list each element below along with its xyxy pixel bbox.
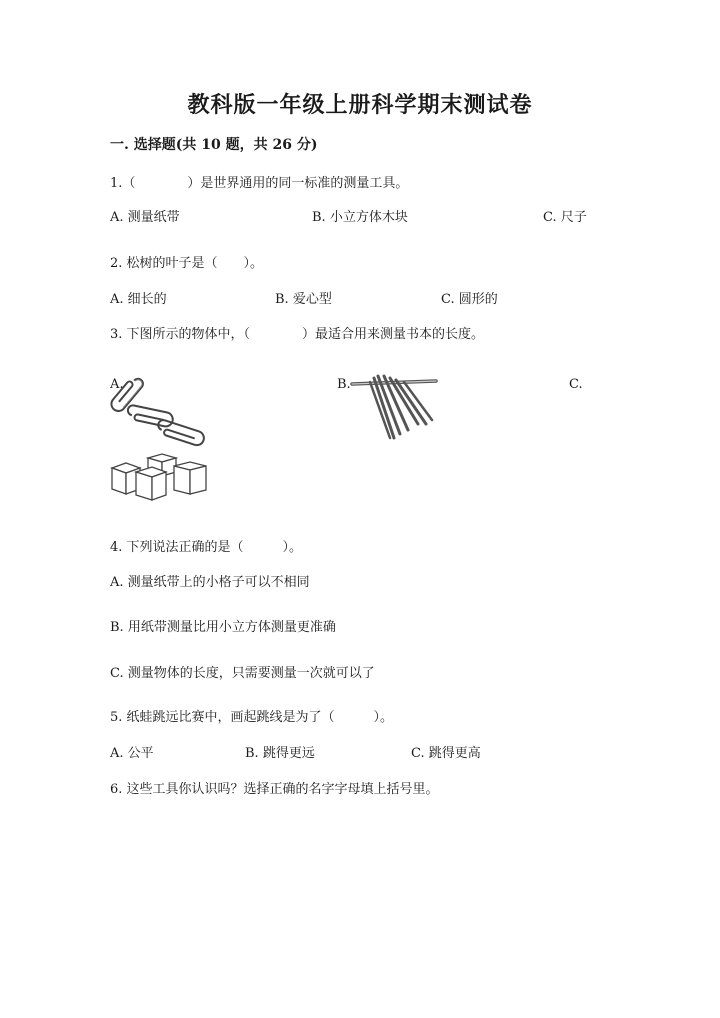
question-1-option-a: A. 测量纸带: [110, 210, 180, 225]
question-1-option-c: C. 尺子: [543, 210, 587, 225]
question-4-stem: 4. 下列说法正确的是（ ）。: [110, 540, 303, 555]
sticks-image: [350, 372, 440, 440]
question-3-stem: 3. 下图所示的物体中，（ ）最适合用来测量书本的长度。: [110, 327, 485, 342]
question-2-option-a: A. 细长的: [110, 292, 167, 307]
question-5-option-b: B. 跳得更远: [245, 746, 315, 761]
question-4-option-a: A. 测量纸带上的小格子可以不相同: [110, 575, 310, 590]
question-2-option-c: C. 圆形的: [441, 292, 498, 307]
question-1-stem: 1.（ ）是世界通用的同一标准的测量工具。: [110, 176, 409, 191]
cubes-image: [108, 452, 218, 502]
question-5-option-c: C. 跳得更高: [411, 746, 481, 761]
question-5-option-a: A. 公平: [110, 746, 154, 761]
page-title: 教科版一年级上册科学期末测试卷: [187, 92, 533, 118]
question-6-stem: 6. 这些工具你认识吗？选择正确的名字字母填上括号里。: [110, 782, 439, 797]
question-2-option-b: B. 爱心型: [275, 292, 332, 307]
question-2-stem: 2. 松树的叶子是（ ）。: [110, 256, 264, 271]
question-1-option-b: B. 小立方体木块: [312, 210, 408, 225]
question-3-option-b: B.: [337, 377, 351, 392]
question-5-stem: 5. 纸蛙跳远比赛中，画起跳线是为了（ ）。: [110, 710, 394, 725]
question-3-option-a: A.: [110, 377, 124, 392]
paperclips-image: [120, 370, 215, 440]
question-4-option-c: C. 测量物体的长度，只需要测量一次就可以了: [110, 666, 375, 681]
section-heading: 一. 选择题(共 10 题，共 26 分): [110, 137, 318, 153]
question-4-option-b: B. 用纸带测量比用小立方体测量更准确: [110, 620, 336, 635]
question-3-option-c: C.: [569, 377, 583, 392]
